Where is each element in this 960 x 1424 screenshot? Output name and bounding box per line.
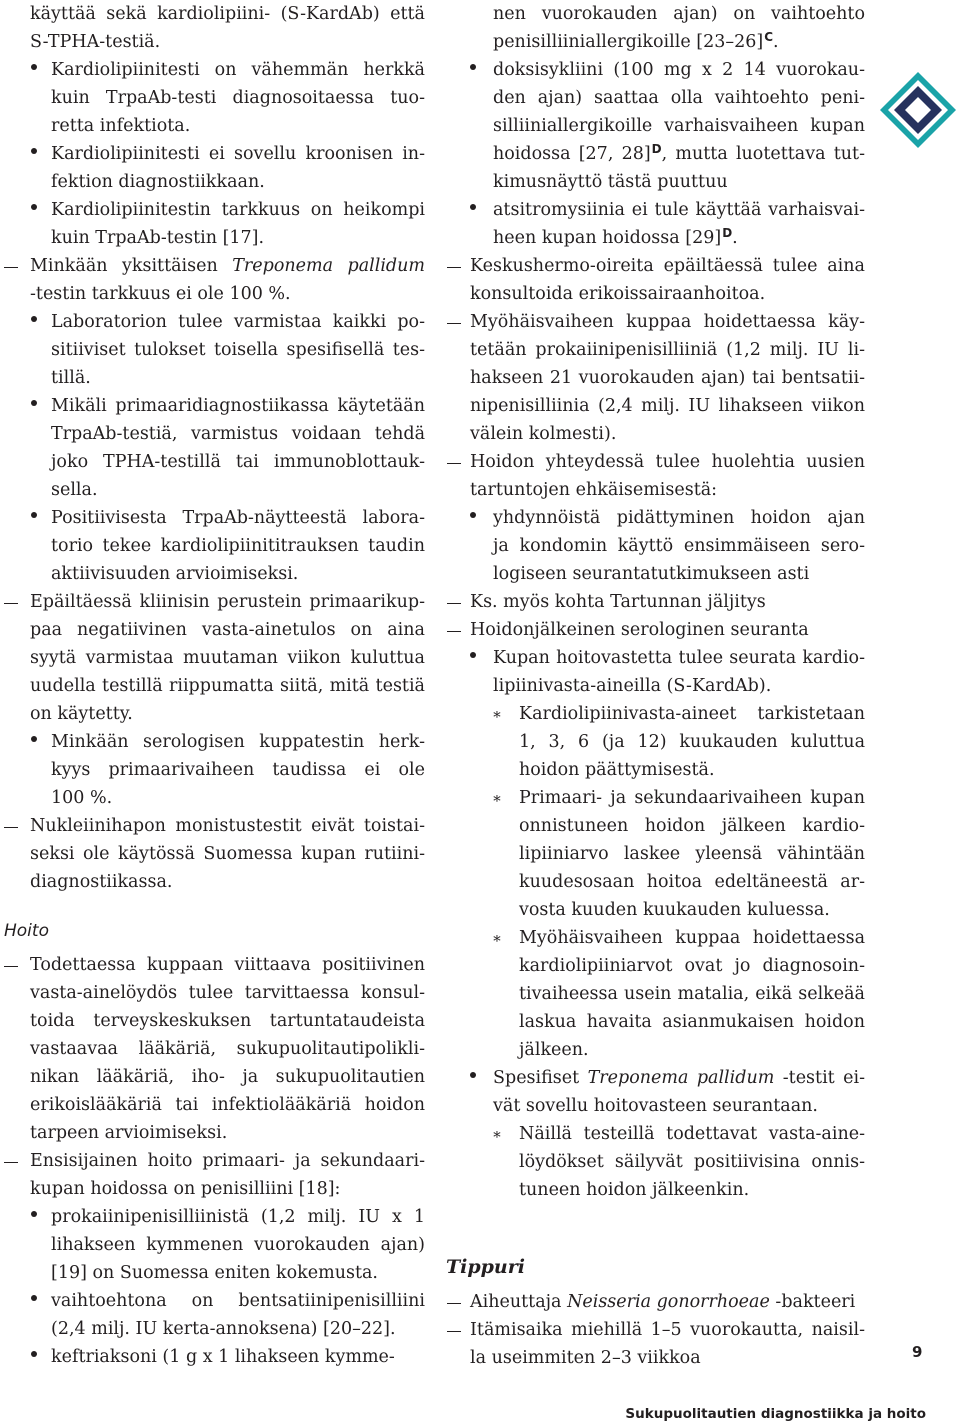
line-text <box>519 868 865 896</box>
line-text <box>51 1343 425 1371</box>
line-main-text: uudella testillä riippumatta siitä, mitä testiä <box>30 676 425 696</box>
line-main-text: 1, 3, 6 (ja 12) kuukauden kuluttua <box>519 732 865 752</box>
text-line <box>51 56 425 84</box>
text-line <box>51 392 425 420</box>
line-main-text: seksi ole käytössä Suomessa kupan rutiini- <box>30 844 425 864</box>
line-text <box>493 112 865 140</box>
text-line <box>470 588 865 616</box>
text-line <box>30 840 425 868</box>
line-text <box>470 1316 865 1344</box>
line-text <box>51 168 425 196</box>
text-line <box>51 196 425 224</box>
text-line <box>51 1315 425 1343</box>
line-text <box>51 1287 425 1315</box>
line-text <box>30 252 425 280</box>
line-text <box>30 28 425 56</box>
line-text <box>470 448 865 476</box>
line-main-text: kardiolipiiniarvot ovat jo diagnosoin- <box>519 956 865 976</box>
text-line <box>30 951 425 979</box>
line-main-text: kuin TrpaAb-testin [17]. <box>51 228 265 248</box>
text-line <box>470 420 865 448</box>
line-text <box>493 168 865 196</box>
asterisk-marker-icon: ∗ <box>491 929 503 947</box>
text-line <box>30 588 425 616</box>
line-main-text: nikan lääkäriä, iho- ja sukupuolitautien <box>30 1067 425 1087</box>
text-line <box>519 728 865 756</box>
line-main-text: kimusnäyttö tästä puuttuu <box>493 172 728 192</box>
line-main-text: silliiniallergikoille varhaisvaiheen kupan <box>493 116 865 136</box>
text-line <box>30 252 425 280</box>
line-text <box>493 0 865 28</box>
text-line <box>51 1343 425 1371</box>
line-text <box>51 1259 425 1287</box>
line-text <box>519 728 865 756</box>
line-main-text: Kardiolipiinivasta-aineet tarkistetaan <box>519 704 865 724</box>
line-main-text: tillä. <box>51 368 91 388</box>
line-main-text: laskua havaita asianmukaisen hoidon <box>519 1012 865 1032</box>
text-line <box>51 1203 425 1231</box>
line-text <box>493 672 865 700</box>
line-text <box>51 784 425 812</box>
line-main-text: doksisykliini (100 mg x 2 14 vuorokau- <box>493 60 865 80</box>
line-main-text: onnistuneen hoidon jälkeen kardio- <box>519 816 865 836</box>
line-text <box>493 1064 865 1092</box>
line-text <box>519 812 865 840</box>
line-main-text: välein kolmesti). <box>470 424 617 444</box>
line-main-text: Myöhäisvaiheen kuppaa hoidettaessa käy- <box>470 312 865 332</box>
line-main-text: vosta kuuden kuukauden kuluessa. <box>519 900 830 920</box>
line-main-text: fektion diagnostiikkaan. <box>51 172 265 192</box>
text-line <box>493 140 865 168</box>
text-line <box>470 448 865 476</box>
line-main-text: tivaiheessa usein matalia, eikä selkeää <box>519 984 865 1004</box>
line-tail-text: . <box>773 32 779 52</box>
text-line <box>51 784 425 812</box>
page-number: 9 <box>912 1343 923 1361</box>
text-line <box>51 728 425 756</box>
text-line <box>30 644 425 672</box>
line-text <box>51 140 425 168</box>
line-text <box>519 784 865 812</box>
text-line <box>519 840 865 868</box>
text-line <box>519 868 865 896</box>
line-main-text: Mikäli primaaridiagnostiikassa käytetään <box>51 396 425 416</box>
line-text <box>519 896 865 924</box>
text-line <box>493 1092 865 1120</box>
line-main-text: lihakseen kymmenen vuorokauden ajan) <box>51 1235 425 1255</box>
line-text <box>30 812 425 840</box>
line-text <box>519 924 865 952</box>
line-main-text: Kardiolipiinitesti ei sovellu kroonisen in- <box>51 144 425 164</box>
line-main-text: diagnostiikassa. <box>30 872 173 892</box>
text-line <box>470 308 865 336</box>
asterisk-marker-icon: ∗ <box>491 789 503 807</box>
line-main-text: Aiheuttaja Neisseria gonorrhoeae -bakteeri <box>470 1292 856 1312</box>
heading-text: Tippuri <box>446 1256 525 1278</box>
text-line <box>30 700 425 728</box>
text-line <box>470 476 865 504</box>
diamond-logo-icon <box>878 70 958 150</box>
line-text <box>30 868 425 896</box>
text-line <box>51 364 425 392</box>
text-line <box>30 979 425 1007</box>
line-main-text: la useimmiten 2–3 viikkoa <box>470 1348 701 1368</box>
text-line <box>493 28 865 56</box>
text-line <box>51 140 425 168</box>
text-line <box>30 1119 425 1147</box>
text-line <box>493 504 865 532</box>
line-text <box>51 336 425 364</box>
text-line <box>51 1231 425 1259</box>
line-main-text: Minkään serologisen kuppatestin herk- <box>51 732 425 752</box>
line-main-text: Todettaessa kuppaan viittaava positiivinen <box>30 955 425 975</box>
line-main-text: vaihtoehtona on bentsatiinipenisilliini <box>51 1291 425 1311</box>
line-text <box>470 1288 865 1316</box>
line-text <box>51 1231 425 1259</box>
line-text <box>493 532 865 560</box>
text-line <box>519 952 865 980</box>
line-main-text: 100 %. <box>51 788 113 808</box>
line-text <box>493 1092 865 1120</box>
line-text <box>470 476 865 504</box>
line-main-text: Ks. myös kohta Tartunnan jäljitys <box>470 592 766 612</box>
line-main-text: prokaiinipenisilliinistä (1,2 milj. IU x 1 <box>51 1207 425 1227</box>
text-line <box>30 616 425 644</box>
footer-title: Sukupuolitautien diagnostiikka ja hoito <box>625 1406 926 1422</box>
evidence-grade: C <box>764 30 774 44</box>
line-text <box>30 1119 425 1147</box>
line-main-text: (2,4 milj. IU kerta-annoksena) [20–22]. <box>51 1319 396 1339</box>
line-main-text: tarpeen arvioimiseksi. <box>30 1123 228 1143</box>
line-main-text: Kardiolipiinitestin tarkkuus on heikompi <box>51 200 425 220</box>
text-line <box>51 420 425 448</box>
line-main-text: sitiiviset tulokset toisella spesifisellä tes- <box>51 340 425 360</box>
line-text <box>519 1008 865 1036</box>
line-text <box>30 1175 425 1203</box>
text-line <box>51 168 425 196</box>
line-text <box>470 420 865 448</box>
text-line <box>470 1288 865 1316</box>
line-text <box>493 84 865 112</box>
text-line <box>493 84 865 112</box>
line-main-text: kupan hoidossa on penisilliini [18]: <box>30 1179 341 1199</box>
text-line <box>30 1063 425 1091</box>
line-text <box>470 1344 865 1372</box>
line-main-text: Primaari- ja sekundaarivaiheen kupan <box>519 788 865 808</box>
line-main-text: penisilliiniallergikoille [23–26] <box>493 32 764 52</box>
line-text <box>519 756 865 784</box>
line-main-text: vasta-ainelöydös tulee tarvittaessa konsul- <box>30 983 425 1003</box>
text-line <box>519 896 865 924</box>
line-main-text: TrpaAb-testiä, varmistus voidaan tehdä <box>51 424 425 444</box>
line-main-text: atsitromysiinia ei tule käyttää varhaisvai- <box>493 200 865 220</box>
line-text <box>519 700 865 728</box>
line-text <box>51 476 425 504</box>
line-main-text: konsultoida erikoissairaanhoitoa. <box>470 284 766 304</box>
line-text <box>30 951 425 979</box>
text-line <box>51 112 425 140</box>
line-text <box>30 840 425 868</box>
line-main-text: Laboratorion tulee varmistaa kaikki po- <box>51 312 425 332</box>
line-text <box>51 448 425 476</box>
line-main-text: keftriaksoni (1 g x 1 lihakseen kymme- <box>51 1347 395 1367</box>
line-text <box>470 280 865 308</box>
text-line <box>51 504 425 532</box>
line-main-text: hoidossa [27, 28] <box>493 144 651 164</box>
line-text <box>30 0 425 28</box>
line-main-text: Positiivisesta TrpaAb-näytteestä labora- <box>51 508 425 528</box>
text-line <box>30 1035 425 1063</box>
text-line <box>51 476 425 504</box>
line-main-text: lipiinivasta-aineilla (S-KardAb). <box>493 676 772 696</box>
line-main-text: kyys primaarivaiheen taudissa ei ole <box>51 760 425 780</box>
text-line <box>51 1287 425 1315</box>
line-text <box>30 1007 425 1035</box>
line-main-text: joko TPHA-testillä tai immunoblottauk- <box>51 452 425 472</box>
line-text <box>470 364 865 392</box>
line-main-text: vät sovellu hoitovasteen seurantaan. <box>493 1096 818 1116</box>
line-text <box>493 224 865 253</box>
text-line <box>51 560 425 588</box>
line-main-text: hoidon päättymisestä. <box>519 760 715 780</box>
text-line <box>30 0 425 28</box>
text-line <box>30 812 425 840</box>
evidence-grade: D <box>651 142 662 156</box>
line-main-text: kuudesosaan hoitoa edeltäneestä ar- <box>519 872 865 892</box>
line-text <box>30 1147 425 1175</box>
line-main-text: [19] on Suomessa eniten kokemusta. <box>51 1263 378 1283</box>
line-text <box>493 56 865 84</box>
line-text <box>51 112 425 140</box>
line-text <box>493 140 865 169</box>
line-text <box>493 504 865 532</box>
text-line <box>470 616 865 644</box>
line-text <box>30 1035 425 1063</box>
text-line <box>493 112 865 140</box>
line-text <box>30 644 425 672</box>
line-main-text: Näillä testeillä todettavat vasta-aine- <box>519 1124 865 1144</box>
line-text <box>493 560 865 588</box>
line-text <box>519 840 865 868</box>
line-main-text: hakseen 21 vuorokauden ajan) tai bentsatii- <box>470 368 865 388</box>
line-main-text: kuin TrpaAb-testi diagnosoitaessa tuo- <box>51 88 425 108</box>
text-line <box>470 1316 865 1344</box>
text-line <box>30 1175 425 1203</box>
text-line <box>30 280 425 308</box>
line-main-text: on käytetty. <box>30 704 133 724</box>
line-main-text: Nukleiinihapon monistustestit eivät toistai- <box>30 816 425 836</box>
line-main-text: tuneen hoidon jälkeenkin. <box>519 1180 750 1200</box>
line-text <box>493 644 865 672</box>
line-text <box>470 252 865 280</box>
line-main-text: lipiiniarvo laskee yleensä vähintään <box>519 844 865 864</box>
text-line <box>519 812 865 840</box>
line-main-text: nipenisilliinia (2,4 milj. IU lihakseen viikon <box>470 396 865 416</box>
text-line <box>491 784 865 812</box>
line-text <box>51 56 425 84</box>
line-main-text: aktiivisuuden arvioimiseksi. <box>51 564 299 584</box>
line-tail-text: , mutta luotettava tut- <box>661 144 865 164</box>
line-main-text: logiseen seurantatutkimukseen asti <box>493 564 810 584</box>
line-text <box>470 336 865 364</box>
text-line <box>30 1007 425 1035</box>
line-text <box>51 224 425 252</box>
text-line <box>470 364 865 392</box>
section-heading <box>4 917 49 945</box>
line-text <box>51 1203 425 1231</box>
line-text <box>51 196 425 224</box>
line-main-text: Kardiolipiinitesti on vähemmän herkkä <box>51 60 425 80</box>
text-line <box>493 644 865 672</box>
line-text <box>519 1120 865 1148</box>
text-line <box>493 560 865 588</box>
text-line <box>30 672 425 700</box>
line-text <box>519 1036 865 1064</box>
evidence-grade: D <box>722 226 733 240</box>
text-line <box>493 224 865 252</box>
line-main-text: yhdynnöistä pidättyminen hoidon ajan <box>493 508 865 528</box>
text-line <box>30 1147 425 1175</box>
line-main-text: vastaavaa lääkäriä, sukupuolitautipolikli- <box>30 1039 425 1059</box>
line-tail-text: . <box>732 228 738 248</box>
text-line <box>51 532 425 560</box>
text-line <box>519 1036 865 1064</box>
text-line <box>51 1259 425 1287</box>
line-text <box>519 1148 865 1176</box>
line-text <box>470 616 865 644</box>
text-line <box>470 336 865 364</box>
text-line <box>51 336 425 364</box>
line-main-text: -testin tarkkuus ei ole 100 %. <box>30 284 291 304</box>
line-main-text: Hoidonjälkeinen serologinen seuranta <box>470 620 809 640</box>
line-main-text: Hoidon yhteydessä tulee huolehtia uusien <box>470 452 865 472</box>
line-text <box>30 1091 425 1119</box>
line-text <box>51 308 425 336</box>
line-main-text: jälkeen. <box>519 1040 589 1060</box>
line-main-text: Keskushermo-oireita epäiltäessä tulee aina <box>470 256 865 276</box>
line-main-text: torio tekee kardiolipiinititrauksen taudin <box>51 536 425 556</box>
text-line <box>493 168 865 196</box>
text-line <box>493 672 865 700</box>
text-line <box>491 700 865 728</box>
line-text <box>30 280 425 308</box>
section-heading <box>446 1253 525 1281</box>
asterisk-marker-icon: ∗ <box>491 705 503 723</box>
line-text <box>30 1063 425 1091</box>
line-text <box>51 392 425 420</box>
text-line <box>519 756 865 784</box>
line-text <box>30 616 425 644</box>
line-text <box>30 979 425 1007</box>
line-main-text: Itämisaika miehillä 1–5 vuorokautta, naisil- <box>470 1320 865 1340</box>
line-text <box>51 728 425 756</box>
text-line <box>491 924 865 952</box>
line-text <box>519 952 865 980</box>
line-main-text: S-TPHA-testiä. <box>30 32 161 52</box>
text-line <box>493 196 865 224</box>
heading-text: Hoito <box>4 921 49 941</box>
text-line <box>491 1120 865 1148</box>
text-line <box>51 308 425 336</box>
text-line <box>519 980 865 1008</box>
line-main-text: Spesifiset Treponema pallidum -testit ei- <box>493 1068 865 1088</box>
line-main-text: nen vuorokauden ajan) on vaihtoehto <box>493 4 865 24</box>
line-main-text: syytä varmistaa muutaman viikon kuluttua <box>30 648 425 668</box>
text-line <box>51 756 425 784</box>
line-text <box>51 84 425 112</box>
line-main-text: retta infektiota. <box>51 116 191 136</box>
text-line <box>470 1344 865 1372</box>
line-text <box>51 364 425 392</box>
line-text <box>51 1315 425 1343</box>
text-line <box>519 1176 865 1204</box>
line-main-text: tetään prokaiinipenisilliiniä (1,2 milj. IU li- <box>470 340 865 360</box>
line-text <box>519 1176 865 1204</box>
text-line <box>30 868 425 896</box>
text-line <box>519 1148 865 1176</box>
text-line <box>470 252 865 280</box>
line-text <box>493 196 865 224</box>
line-main-text: Minkään yksittäisen Treponema pallidum <box>30 256 425 276</box>
line-main-text: paa negatiivinen vasta-ainetulos on aina <box>30 620 425 640</box>
line-main-text: ja kondomin käyttö ensimmäiseen sero- <box>493 536 865 556</box>
line-main-text: erikoislääkäriä tai infektiolääkäriä hoidon <box>30 1095 425 1115</box>
line-main-text: Ensisijainen hoito primaari- ja sekundaari- <box>30 1151 425 1171</box>
text-line <box>493 56 865 84</box>
line-main-text: heen kupan hoidossa [29] <box>493 228 722 248</box>
line-text <box>493 28 865 57</box>
line-text <box>470 588 865 616</box>
text-line <box>493 532 865 560</box>
text-line <box>470 280 865 308</box>
asterisk-marker-icon: ∗ <box>491 1125 503 1143</box>
line-text <box>51 504 425 532</box>
text-line <box>51 448 425 476</box>
text-line <box>30 28 425 56</box>
text-line <box>493 0 865 28</box>
line-main-text: Myöhäisvaiheen kuppaa hoidettaessa <box>519 928 865 948</box>
text-line <box>470 392 865 420</box>
line-text <box>470 308 865 336</box>
line-text <box>30 672 425 700</box>
line-text <box>519 980 865 1008</box>
text-line <box>493 1064 865 1092</box>
line-text <box>51 756 425 784</box>
line-main-text: käyttää sekä kardiolipiini- (S-KardAb) että <box>30 4 425 24</box>
line-main-text: tartuntojen ehkäisemisestä: <box>470 480 718 500</box>
line-main-text: den ajan) saattaa olla vaihtoehto peni- <box>493 88 865 108</box>
text-line <box>51 84 425 112</box>
line-text <box>51 420 425 448</box>
text-line <box>30 1091 425 1119</box>
line-main-text: Kupan hoitovastetta tulee seurata kardio- <box>493 648 865 668</box>
text-line <box>519 1008 865 1036</box>
line-text <box>51 532 425 560</box>
line-main-text: löydökset säilyvät positiivisina onnis- <box>519 1152 865 1172</box>
line-text <box>30 588 425 616</box>
line-text <box>470 392 865 420</box>
line-text <box>51 560 425 588</box>
line-main-text: toida terveyskeskuksen tartuntataudeista <box>30 1011 425 1031</box>
text-line <box>51 224 425 252</box>
line-main-text: sella. <box>51 480 98 500</box>
line-main-text: Epäiltäessä kliinisin perustein primaarikup- <box>30 592 425 612</box>
line-text <box>30 700 425 728</box>
